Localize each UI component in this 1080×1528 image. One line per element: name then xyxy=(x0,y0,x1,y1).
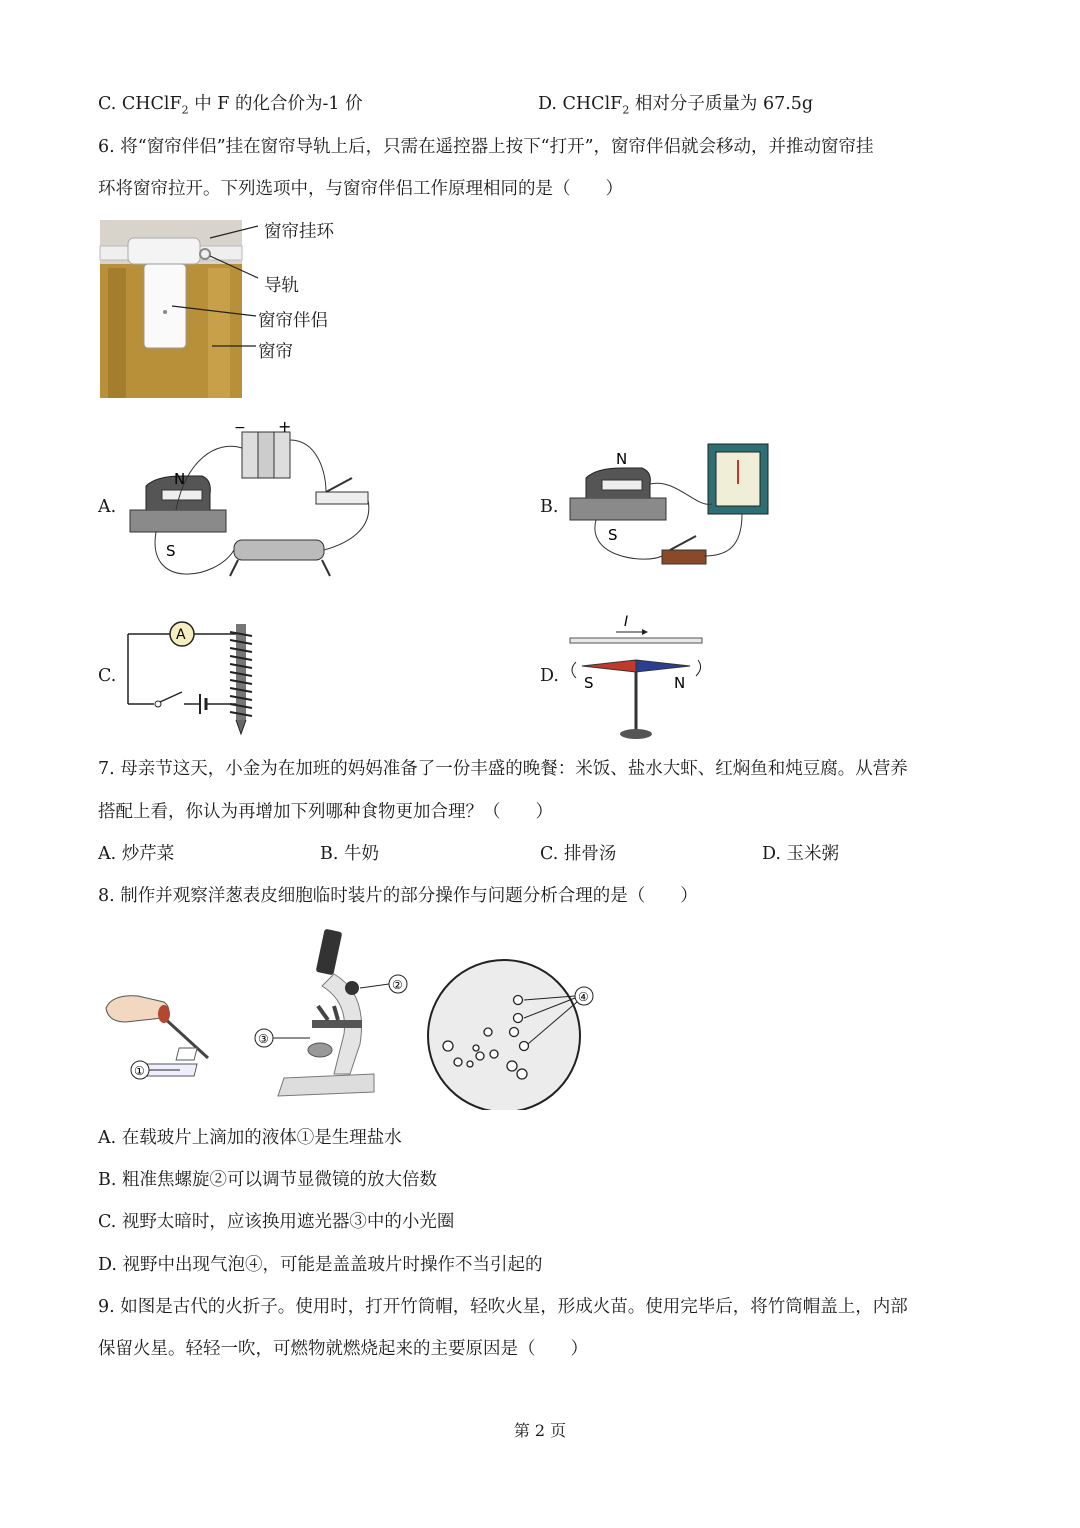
a-plus-label: + xyxy=(278,420,292,436)
q7-option-a: A. 炒芹菜 xyxy=(98,844,175,864)
a-north-label: N xyxy=(174,470,186,488)
a-south-label: S xyxy=(166,542,176,560)
marker-1: ① xyxy=(134,1064,145,1078)
ammeter-label: A xyxy=(176,627,186,643)
q5-option-c: C. CHClF$_2$ 中 F 的化合价为-1 价 xyxy=(98,94,363,117)
q8-option-d: D. 视野中出现气泡④，可能是盖盖玻片时操作不当引起的 xyxy=(98,1255,543,1275)
d-north-label: N xyxy=(674,674,686,692)
q9-stem-line2: 保留火星。轻轻一吹，可燃物就燃烧起来的主要原因是（ ） xyxy=(98,1339,588,1359)
label-curtain-companion: 窗帘伴侣 xyxy=(258,311,328,331)
q7-stem-line1: 7. 母亲节这天，小金为在加班的妈妈准备了一份丰盛的晚餐：米饭、盐水大虾、红焖鱼和炖豆腐。从营养 xyxy=(98,759,908,779)
b-north-label: N xyxy=(616,450,628,468)
q8-option-b: B. 粗准焦螺旋②可以调节显微镜的放大倍数 xyxy=(98,1170,437,1190)
q5-option-d: D. CHClF$_2$ 相对分子质量为 67.5g xyxy=(538,94,814,117)
q8-stem: 8. 制作并观察洋葱表皮细胞临时装片的部分操作与问题分析合理的是（ ） xyxy=(98,886,698,906)
q7-option-c: C. 排骨汤 xyxy=(540,844,617,864)
q7-option-b: B. 牛奶 xyxy=(320,844,379,864)
q6-option-b-label: B. xyxy=(540,497,559,517)
q8-figures xyxy=(98,924,618,1110)
diagram-c-ammeter-coil xyxy=(124,618,264,738)
q8-option-c: C. 视野太暗时，应该换用遮光器③中的小光圈 xyxy=(98,1212,455,1232)
marker-3: ③ xyxy=(258,1032,269,1046)
q6-stem-line1: 6. 将“窗帘伴侣”挂在窗帘导轨上后，只需在遥控器上按下“打开”，窗帘伴侣就会移动，并推动窗帘挂 xyxy=(98,137,874,157)
diagram-a-motor-circuit xyxy=(126,420,376,590)
marker-2: ② xyxy=(392,978,403,992)
label-curtain: 窗帘 xyxy=(258,342,293,362)
page-number: 第 2 页 xyxy=(513,1421,567,1440)
q7-stem-line2: 搭配上看，你认为再增加下列哪种食物更加合理？（ ） xyxy=(98,802,553,822)
label-curtain-ring: 窗帘挂环 xyxy=(264,222,334,242)
label-rail: 导轨 xyxy=(264,276,299,296)
q6-option-c-label: C. xyxy=(98,666,117,686)
a-minus-label: − xyxy=(234,420,246,436)
diagram-d-oersted xyxy=(566,610,716,744)
q6-option-d-label: D. xyxy=(540,666,559,686)
q6-option-a-label: A. xyxy=(98,497,117,517)
q6-stem-line2: 环将窗帘拉开。下列选项中，与窗帘伴侣工作原理相同的是（ ） xyxy=(98,179,623,199)
d-south-label: S xyxy=(584,674,594,692)
q9-stem-line1: 9. 如图是古代的火折子。使用时，打开竹筒帽，轻吹火星，形成火苗。使用完毕后，将竹筒帽盖上，内部 xyxy=(98,1297,908,1317)
b-south-label: S xyxy=(608,526,618,544)
q8-option-a: A. 在载玻片上滴加的液体①是生理盐水 xyxy=(98,1128,402,1148)
current-label: I xyxy=(624,614,629,630)
marker-4: ④ xyxy=(578,990,589,1004)
diagram-b-generator-circuit xyxy=(566,438,786,578)
q7-option-d: D. 玉米粥 xyxy=(762,844,840,864)
